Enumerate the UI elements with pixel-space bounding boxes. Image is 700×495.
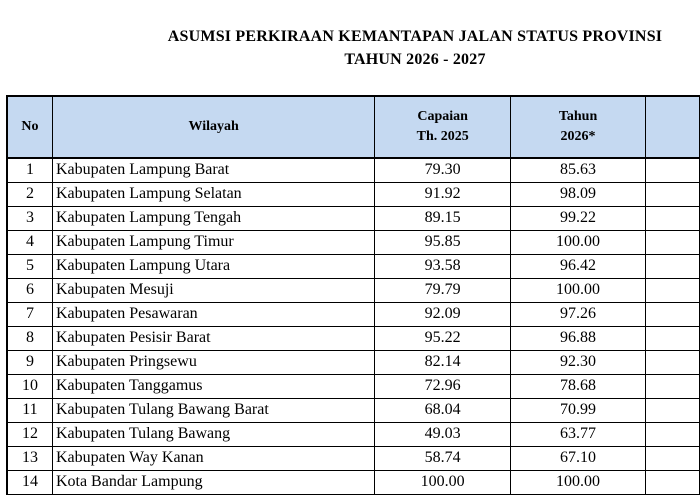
cell-tahun-2026: 67.10 [511, 446, 646, 470]
cell-no: 3 [7, 206, 52, 230]
table-row [7, 302, 700, 326]
cell-wilayah: Kabupaten Lampung Barat [52, 158, 374, 182]
cell-wilayah: Kabupaten Lampung Tengah [52, 206, 374, 230]
cell-capaian: 100.00 [375, 470, 511, 494]
header-wilayah: Wilayah [52, 96, 374, 158]
table-row [7, 206, 700, 230]
cell-extra [646, 350, 700, 374]
cell-extra [646, 470, 700, 494]
cell-wilayah: Kabupaten Pesisir Barat [52, 326, 374, 350]
table-body [7, 158, 700, 494]
header-capaian-line2: Th. 2025 [416, 129, 469, 144]
cell-tahun-2026: 97.26 [511, 302, 646, 326]
table-row [7, 470, 700, 494]
cell-extra [646, 422, 700, 446]
cell-tahun-2026: 85.63 [511, 158, 646, 182]
cell-no: 13 [7, 446, 52, 470]
table-row [7, 278, 700, 302]
cell-tahun-2026: 100.00 [511, 470, 646, 494]
cell-extra [646, 230, 700, 254]
cell-no: 12 [7, 422, 52, 446]
cell-capaian: 79.79 [375, 278, 511, 302]
cell-tahun-2026: 70.99 [511, 398, 646, 422]
road-stability-table [6, 95, 700, 495]
table-row [7, 326, 700, 350]
cell-capaian: 95.22 [375, 326, 511, 350]
cell-wilayah: Kabupaten Tulang Bawang [52, 422, 374, 446]
cell-no: 11 [7, 398, 52, 422]
cell-tahun-2026: 92.30 [511, 350, 646, 374]
cell-capaian: 68.04 [375, 398, 511, 422]
table-row [7, 398, 700, 422]
cell-capaian: 91.92 [375, 182, 511, 206]
table-row [7, 446, 700, 470]
cell-tahun-2026: 99.22 [511, 206, 646, 230]
cell-tahun-2026: 100.00 [511, 278, 646, 302]
header-no: No [7, 96, 52, 158]
cell-no: 8 [7, 326, 52, 350]
table-row [7, 158, 700, 182]
header-extra [646, 96, 700, 158]
cell-no: 6 [7, 278, 52, 302]
table-row [7, 254, 700, 278]
cell-capaian: 79.30 [375, 158, 511, 182]
table-row [7, 182, 700, 206]
table-row [7, 350, 700, 374]
cell-extra [646, 374, 700, 398]
cell-tahun-2026: 96.88 [511, 326, 646, 350]
cell-capaian: 82.14 [375, 350, 511, 374]
table-row [7, 422, 700, 446]
cell-tahun-2026: 100.00 [511, 230, 646, 254]
header-row [7, 96, 700, 158]
cell-wilayah: Kabupaten Mesuji [52, 278, 374, 302]
cell-extra [646, 158, 700, 182]
cell-extra [646, 446, 700, 470]
document-subtitle: TAHUN 2026 - 2027 [344, 51, 486, 68]
table-header [7, 96, 700, 158]
cell-wilayah: Kabupaten Tanggamus [52, 374, 374, 398]
header-tahun [511, 96, 646, 158]
cell-wilayah: Kabupaten Way Kanan [52, 446, 374, 470]
cell-no: 2 [7, 182, 52, 206]
cell-capaian: 95.85 [375, 230, 511, 254]
cell-no: 10 [7, 374, 52, 398]
cell-wilayah: Kabupaten Tulang Bawang Barat [52, 398, 374, 422]
cell-extra [646, 326, 700, 350]
cell-capaian: 58.74 [375, 446, 511, 470]
header-capaian-line1: Capaian [417, 109, 468, 124]
cell-extra [646, 398, 700, 422]
cell-no: 7 [7, 302, 52, 326]
header-tahun-line2: 2026* [560, 129, 596, 144]
header-tahun-line1: Tahun [558, 109, 598, 124]
cell-tahun-2026: 63.77 [511, 422, 646, 446]
cell-extra [646, 302, 700, 326]
cell-extra [646, 254, 700, 278]
cell-no: 1 [7, 158, 52, 182]
cell-wilayah: Kabupaten Lampung Selatan [52, 182, 374, 206]
cell-no: 14 [7, 470, 52, 494]
cell-no: 4 [7, 230, 52, 254]
cell-no: 5 [7, 254, 52, 278]
cell-tahun-2026: 98.09 [511, 182, 646, 206]
cell-extra [646, 206, 700, 230]
cell-tahun-2026: 78.68 [511, 374, 646, 398]
cell-capaian: 72.96 [375, 374, 511, 398]
cell-capaian: 93.58 [375, 254, 511, 278]
cell-wilayah: Kabupaten Lampung Timur [52, 230, 374, 254]
cell-extra [646, 278, 700, 302]
table-row [7, 230, 700, 254]
document-title: ASUMSI PERKIRAAN KEMANTAPAN JALAN STATUS PROVINSI [167, 28, 663, 45]
cell-extra [646, 182, 700, 206]
cell-capaian: 92.09 [375, 302, 511, 326]
cell-wilayah: Kabupaten Lampung Utara [52, 254, 374, 278]
cell-wilayah: Kota Bandar Lampung [52, 470, 374, 494]
cell-capaian: 89.15 [375, 206, 511, 230]
cell-capaian: 49.03 [375, 422, 511, 446]
cell-no: 9 [7, 350, 52, 374]
cell-wilayah: Kabupaten Pringsewu [52, 350, 374, 374]
cell-wilayah: Kabupaten Pesawaran [52, 302, 374, 326]
header-capaian [375, 96, 511, 158]
table-row [7, 374, 700, 398]
cell-tahun-2026: 96.42 [511, 254, 646, 278]
